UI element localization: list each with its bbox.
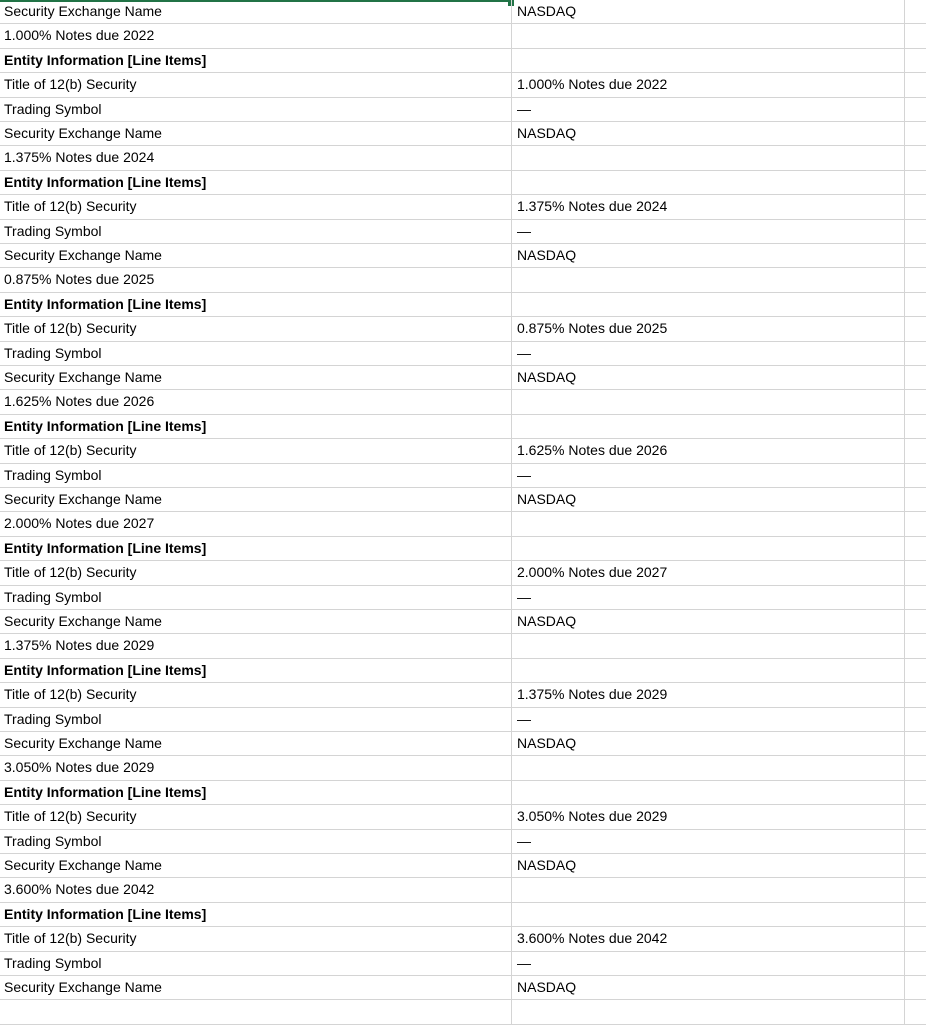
cell-empty[interactable] xyxy=(905,49,926,72)
cell-empty[interactable] xyxy=(905,488,926,511)
table-row xyxy=(0,0,926,24)
cell-empty[interactable] xyxy=(905,146,926,169)
cell-value[interactable]: — xyxy=(512,586,905,609)
cell-label[interactable]: Title of 12(b) Security xyxy=(0,317,512,340)
cell-label[interactable]: 2.000% Notes due 2027 xyxy=(0,512,512,535)
table-row xyxy=(0,73,926,97)
cell-empty[interactable] xyxy=(905,927,926,950)
cell-label[interactable]: Title of 12(b) Security xyxy=(0,195,512,218)
cell-label[interactable]: 1.375% Notes due 2024 xyxy=(0,146,512,169)
cell-label[interactable]: 1.375% Notes due 2029 xyxy=(0,634,512,657)
cell-label[interactable]: Trading Symbol xyxy=(0,830,512,853)
table-row xyxy=(0,854,926,878)
table-row xyxy=(0,464,926,488)
cell-value[interactable]: 1.000% Notes due 2022 xyxy=(512,73,905,96)
cell-value[interactable]: NASDAQ xyxy=(512,854,905,877)
cell-label[interactable]: Security Exchange Name xyxy=(0,854,512,877)
cell-empty[interactable] xyxy=(905,342,926,365)
cell-empty[interactable] xyxy=(905,0,926,23)
cell-label[interactable]: Security Exchange Name xyxy=(0,488,512,511)
cell-empty[interactable] xyxy=(905,561,926,584)
table-row xyxy=(0,488,926,512)
cell-empty[interactable] xyxy=(905,220,926,243)
cell-label[interactable]: 1.625% Notes due 2026 xyxy=(0,390,512,413)
cell-value[interactable] xyxy=(512,878,905,901)
cell-value[interactable] xyxy=(512,390,905,413)
table-row xyxy=(0,122,926,146)
cell-label[interactable]: Security Exchange Name xyxy=(0,610,512,633)
cell-label[interactable]: Entity Information [Line Items] xyxy=(0,293,512,316)
cell-value[interactable]: — xyxy=(512,98,905,121)
cell-empty[interactable] xyxy=(905,98,926,121)
cell-empty[interactable] xyxy=(905,122,926,145)
cell-value[interactable] xyxy=(512,24,905,47)
cell-label[interactable]: Title of 12(b) Security xyxy=(0,561,512,584)
cell-empty[interactable] xyxy=(905,464,926,487)
table-row xyxy=(0,586,926,610)
cell-empty[interactable] xyxy=(905,683,926,706)
table-row xyxy=(0,268,926,292)
cell-value[interactable]: NASDAQ xyxy=(512,0,905,23)
cell-value[interactable]: NASDAQ xyxy=(512,122,905,145)
table-row xyxy=(0,98,926,122)
table-row xyxy=(0,634,926,658)
table-row xyxy=(0,293,926,317)
cell-value[interactable]: NASDAQ xyxy=(512,732,905,755)
table-row xyxy=(0,805,926,829)
cell-label[interactable]: Trading Symbol xyxy=(0,98,512,121)
table-row xyxy=(0,878,926,902)
cell-label[interactable]: Title of 12(b) Security xyxy=(0,439,512,462)
cell-value[interactable] xyxy=(512,512,905,535)
cell-value[interactable]: — xyxy=(512,830,905,853)
cell-value[interactable]: NASDAQ xyxy=(512,244,905,267)
table-row xyxy=(0,830,926,854)
table-row xyxy=(0,610,926,634)
cell-label[interactable]: Security Exchange Name xyxy=(0,122,512,145)
cell-value[interactable] xyxy=(512,781,905,804)
cell-label[interactable]: Title of 12(b) Security xyxy=(0,927,512,950)
cell-empty[interactable] xyxy=(905,512,926,535)
cell-value[interactable] xyxy=(512,634,905,657)
cell-empty[interactable] xyxy=(905,756,926,779)
cell-empty[interactable] xyxy=(905,293,926,316)
cell-empty[interactable] xyxy=(905,244,926,267)
cell-empty[interactable] xyxy=(905,390,926,413)
table-row xyxy=(0,342,926,366)
cell-label[interactable]: 0.875% Notes due 2025 xyxy=(0,268,512,291)
table-row xyxy=(0,659,926,683)
cell-value[interactable]: 0.875% Notes due 2025 xyxy=(512,317,905,340)
cell-value[interactable]: — xyxy=(512,952,905,975)
table-row xyxy=(0,317,926,341)
cell-value[interactable] xyxy=(512,415,905,438)
table-row xyxy=(0,220,926,244)
table-row xyxy=(0,927,926,951)
cell-label[interactable]: Trading Symbol xyxy=(0,342,512,365)
cell-empty[interactable] xyxy=(905,317,926,340)
cell-empty[interactable] xyxy=(905,830,926,853)
cell-empty[interactable] xyxy=(905,537,926,560)
cell-value[interactable]: NASDAQ xyxy=(512,366,905,389)
table-row xyxy=(0,49,926,73)
cell-value[interactable]: 3.600% Notes due 2042 xyxy=(512,927,905,950)
cell-value[interactable]: — xyxy=(512,342,905,365)
cell-label[interactable]: Security Exchange Name xyxy=(0,0,512,23)
table-row xyxy=(0,952,926,976)
table-row xyxy=(0,512,926,536)
table-row xyxy=(0,171,926,195)
cell-value[interactable]: — xyxy=(512,464,905,487)
cell-value[interactable]: NASDAQ xyxy=(512,610,905,633)
cell-value[interactable]: — xyxy=(512,220,905,243)
cell-value[interactable]: 1.375% Notes due 2024 xyxy=(512,195,905,218)
cell-label[interactable]: Security Exchange Name xyxy=(0,732,512,755)
cell-label[interactable]: Entity Information [Line Items] xyxy=(0,415,512,438)
cell-empty[interactable] xyxy=(905,781,926,804)
cell-value[interactable] xyxy=(512,146,905,169)
table-row xyxy=(0,366,926,390)
cell-label[interactable]: Entity Information [Line Items] xyxy=(0,537,512,560)
cell-label[interactable]: Entity Information [Line Items] xyxy=(0,171,512,194)
cell-label[interactable]: 3.050% Notes due 2029 xyxy=(0,756,512,779)
table-row xyxy=(0,903,926,927)
cell-value[interactable] xyxy=(512,49,905,72)
cell-empty[interactable] xyxy=(905,415,926,438)
cell-label[interactable]: Entity Information [Line Items] xyxy=(0,781,512,804)
cell-empty[interactable] xyxy=(905,439,926,462)
cell-label[interactable]: Security Exchange Name xyxy=(0,366,512,389)
cell-label[interactable]: Trading Symbol xyxy=(0,952,512,975)
table-row xyxy=(0,390,926,414)
cell-empty[interactable] xyxy=(905,610,926,633)
table-row xyxy=(0,732,926,756)
cell-empty[interactable] xyxy=(905,952,926,975)
cell-label[interactable]: Entity Information [Line Items] xyxy=(0,659,512,682)
cell-label[interactable]: 3.600% Notes due 2042 xyxy=(0,878,512,901)
cell-empty[interactable] xyxy=(905,854,926,877)
cell-value[interactable] xyxy=(512,903,905,926)
table-row xyxy=(0,708,926,732)
cell-value[interactable]: 1.625% Notes due 2026 xyxy=(512,439,905,462)
cell-value[interactable]: 2.000% Notes due 2027 xyxy=(512,561,905,584)
table-row xyxy=(0,24,926,48)
cell-label[interactable]: Entity Information [Line Items] xyxy=(0,903,512,926)
table-row xyxy=(0,537,926,561)
cell-value[interactable]: — xyxy=(512,708,905,731)
cell-empty[interactable] xyxy=(905,268,926,291)
table-row xyxy=(0,439,926,463)
cell-value[interactable] xyxy=(512,537,905,560)
table-row xyxy=(0,781,926,805)
cell-value[interactable]: 1.375% Notes due 2029 xyxy=(512,683,905,706)
table-row xyxy=(0,415,926,439)
cell-label[interactable]: Title of 12(b) Security xyxy=(0,683,512,706)
cell-label[interactable]: Trading Symbol xyxy=(0,220,512,243)
cell-label[interactable]: Trading Symbol xyxy=(0,464,512,487)
cell-empty[interactable] xyxy=(905,171,926,194)
table-row xyxy=(0,561,926,585)
table-row xyxy=(0,756,926,780)
cell-label[interactable]: 1.000% Notes due 2022 xyxy=(0,24,512,47)
cell-value[interactable] xyxy=(512,1000,905,1023)
cell-label[interactable]: Trading Symbol xyxy=(0,708,512,731)
table-row xyxy=(0,244,926,268)
cell-empty[interactable] xyxy=(905,195,926,218)
cell-value[interactable] xyxy=(512,659,905,682)
cell-value[interactable]: 3.050% Notes due 2029 xyxy=(512,805,905,828)
cell-empty[interactable] xyxy=(905,708,926,731)
cell-empty[interactable] xyxy=(905,732,926,755)
cell-empty[interactable] xyxy=(905,586,926,609)
cell-value[interactable]: NASDAQ xyxy=(512,976,905,999)
cell-empty[interactable] xyxy=(905,878,926,901)
cell-label[interactable]: Entity Information [Line Items] xyxy=(0,49,512,72)
cell-label[interactable]: Security Exchange Name xyxy=(0,244,512,267)
cell-empty[interactable] xyxy=(905,73,926,96)
table-row xyxy=(0,1000,926,1024)
cell-label[interactable]: Trading Symbol xyxy=(0,586,512,609)
cell-value[interactable] xyxy=(512,171,905,194)
table-row xyxy=(0,195,926,219)
table-row xyxy=(0,146,926,170)
cell-label[interactable]: Security Exchange Name xyxy=(0,976,512,999)
cell-empty[interactable] xyxy=(905,976,926,999)
table-row xyxy=(0,976,926,1000)
cell-empty[interactable] xyxy=(905,1000,926,1023)
cell-value[interactable] xyxy=(512,293,905,316)
table-row xyxy=(0,683,926,707)
cell-empty[interactable] xyxy=(905,659,926,682)
cell-empty[interactable] xyxy=(905,24,926,47)
cell-label[interactable]: Title of 12(b) Security xyxy=(0,73,512,96)
cell-empty[interactable] xyxy=(905,366,926,389)
cell-value[interactable] xyxy=(512,268,905,291)
cell-label[interactable]: Title of 12(b) Security xyxy=(0,805,512,828)
cell-empty[interactable] xyxy=(905,903,926,926)
cell-empty[interactable] xyxy=(905,634,926,657)
cell-label[interactable] xyxy=(0,1000,512,1023)
cell-empty[interactable] xyxy=(905,805,926,828)
cell-value[interactable] xyxy=(512,756,905,779)
cell-value[interactable]: NASDAQ xyxy=(512,488,905,511)
